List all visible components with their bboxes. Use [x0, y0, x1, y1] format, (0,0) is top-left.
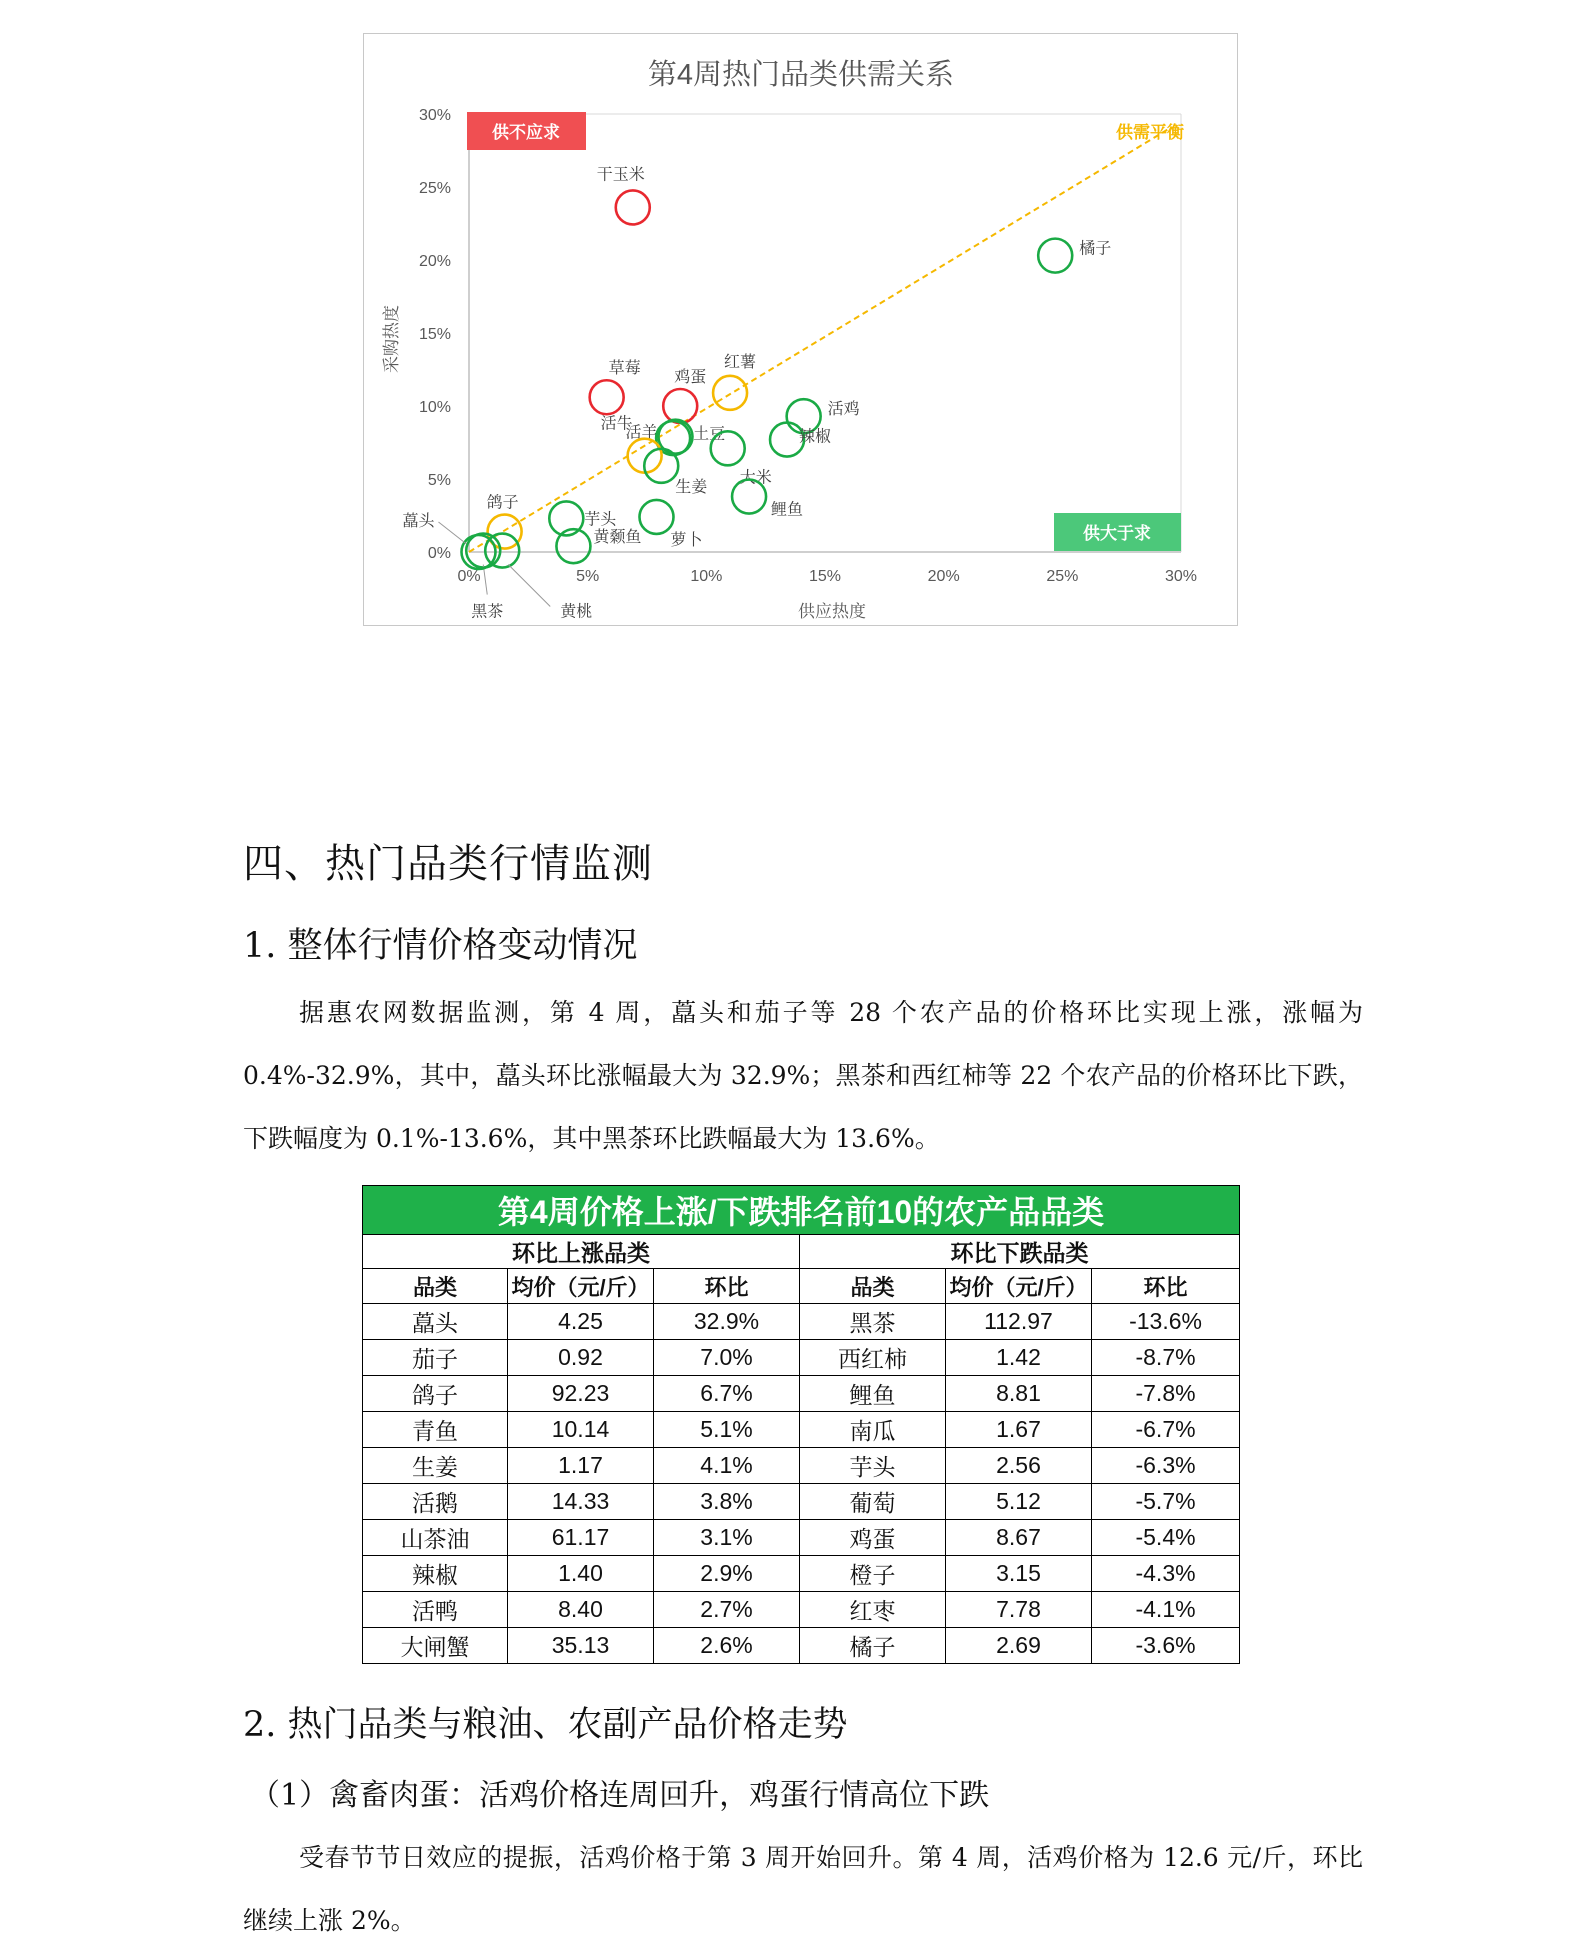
shortage-zone-label: 供不应求	[492, 123, 560, 142]
data-point-marker	[616, 190, 650, 224]
data-point-label: 草莓	[608, 360, 641, 378]
data-point-label: 鲤鱼	[771, 501, 804, 519]
table-cell: 2.7%	[654, 1592, 800, 1628]
table-cell: 红枣	[800, 1592, 946, 1628]
table-cell: -4.3%	[1092, 1556, 1240, 1592]
table-cell: 藠头	[363, 1304, 508, 1340]
table-cell: 8.67	[946, 1520, 1092, 1556]
subsection-heading-2: 2. 热门品类与粮油、农副产品价格走势	[243, 1705, 848, 1745]
data-point-label: 活鸡	[827, 401, 860, 419]
y-tick-label: 20%	[418, 253, 451, 270]
column-header: 均价（元/斤）	[508, 1269, 654, 1304]
x-tick-label: 25%	[1046, 568, 1079, 585]
data-point-label: 黄颡鱼	[593, 529, 642, 547]
table-row	[363, 1340, 1240, 1376]
table-cell: 1.67	[946, 1412, 1092, 1448]
table-cell: 鲤鱼	[800, 1376, 946, 1412]
subsection-heading-1: 1. 整体行情价格变动情况	[243, 926, 638, 966]
table-cell: 南瓜	[800, 1412, 946, 1448]
table-row	[363, 1376, 1240, 1412]
table-cell: 61.17	[508, 1520, 654, 1556]
chart-title: 第4周热门品类供需关系	[647, 59, 955, 91]
data-point-marker	[590, 380, 624, 414]
table-cell: -13.6%	[1092, 1304, 1240, 1340]
price-change-table	[362, 1185, 1240, 1664]
column-header: 环比	[654, 1269, 800, 1304]
table-cell: 生姜	[363, 1448, 508, 1484]
table-cell: 黑茶	[800, 1304, 946, 1340]
table-cell: 7.78	[946, 1592, 1092, 1628]
table-cell: 2.6%	[654, 1628, 800, 1664]
column-header: 环比	[1092, 1269, 1240, 1304]
table-cell: 7.0%	[654, 1340, 800, 1376]
table-cell: -4.1%	[1092, 1592, 1240, 1628]
section-heading: 四、热门品类行情监测	[243, 841, 653, 887]
scatter-plot	[364, 34, 1239, 627]
data-point-marker	[711, 431, 745, 465]
table-cell: 4.25	[508, 1304, 654, 1340]
live-chicken-paragraph: 受春节节日效应的提振，活鸡价格于第 3 周开始回升。第 4 周，活鸡价格为 12.6 元/斤，环比继续上涨 2%。	[243, 1843, 1363, 1935]
table-cell: 鸽子	[363, 1376, 508, 1412]
table-cell: 葡萄	[800, 1484, 946, 1520]
table-cell: 2.9%	[654, 1556, 800, 1592]
table-cell: 2.69	[946, 1628, 1092, 1664]
table-row	[363, 1448, 1240, 1484]
table-cell: 活鹅	[363, 1484, 508, 1520]
overview-paragraph: 据惠农网数据监测，第 4 周，藠头和茄子等 28 个农产品的价格环比实现上涨，涨幅为 0.4%-32.9%，其中，藠头环比涨幅最大为 32.9%；黑茶和西红柿等 22 个农产品的价格环比下跌，下跌幅度为 0.1%-13.6%，其中黑茶环比跌幅最大为 13.6%。	[243, 998, 1363, 1153]
data-point-label: 藠头	[402, 513, 435, 530]
column-header: 品类	[800, 1269, 946, 1304]
table-cell: 5.1%	[654, 1412, 800, 1448]
table-cell: -5.7%	[1092, 1484, 1240, 1520]
table-cell: 青鱼	[363, 1412, 508, 1448]
subsection-heading-2-1: （1）禽畜肉蛋：活鸡价格连周回升，鸡蛋行情高位下跌	[250, 1778, 990, 1813]
y-axis-label: 采购热度	[382, 305, 401, 373]
x-tick-label: 15%	[808, 568, 842, 585]
table-cell: 1.40	[508, 1556, 654, 1592]
table-cell: 活鸭	[363, 1592, 508, 1628]
data-point-label: 生姜	[675, 478, 708, 496]
y-tick-label: 25%	[418, 180, 451, 197]
data-point-label: 黑茶	[471, 603, 504, 621]
table-cell: 芋头	[800, 1448, 946, 1484]
table-cell: -6.3%	[1092, 1448, 1240, 1484]
data-point-label: 萝卜	[670, 531, 703, 549]
y-tick-label: 15%	[418, 326, 451, 343]
data-point-label: 黄桃	[560, 603, 593, 621]
rise-group-header: 环比上涨品类	[363, 1235, 800, 1269]
table-cell: 0.92	[508, 1340, 654, 1376]
table-cell: 8.81	[946, 1376, 1092, 1412]
x-tick-label: 5%	[576, 568, 600, 585]
data-point-marker	[639, 500, 673, 534]
table-cell: 山茶油	[363, 1520, 508, 1556]
table-cell: 2.56	[946, 1448, 1092, 1484]
y-tick-label: 30%	[418, 107, 451, 124]
x-axis-label: 供应热度	[798, 602, 866, 621]
data-point-label: 干玉米	[596, 166, 645, 184]
table-row	[363, 1628, 1240, 1664]
table-cell: 112.97	[946, 1304, 1092, 1340]
table-row	[363, 1520, 1240, 1556]
surplus-zone-label: 供大于求	[1083, 524, 1151, 543]
data-point-marker	[713, 376, 747, 410]
table-cell: 1.42	[946, 1340, 1092, 1376]
table-cell: -3.6%	[1092, 1628, 1240, 1664]
data-point-label: 辣椒	[799, 428, 832, 446]
table-cell: 西红柿	[800, 1340, 946, 1376]
label-leader-line	[508, 565, 550, 607]
data-point-label: 鸡蛋	[674, 369, 707, 386]
table-cell: 3.1%	[654, 1520, 800, 1556]
table-row	[363, 1556, 1240, 1592]
label-leader-line	[438, 522, 466, 544]
table-cell: 4.1%	[654, 1448, 800, 1484]
x-tick-label: 10%	[690, 568, 723, 585]
data-point-label: 芋头	[584, 511, 617, 529]
data-point-label: 鸽子	[486, 494, 519, 512]
table-cell: 大闸蟹	[363, 1628, 508, 1664]
y-tick-label: 0%	[427, 545, 451, 562]
table-cell: 橘子	[800, 1628, 946, 1664]
table-cell: 茄子	[363, 1340, 508, 1376]
table-cell: 10.14	[508, 1412, 654, 1448]
table-cell: -7.8%	[1092, 1376, 1240, 1412]
data-point-marker	[663, 389, 697, 423]
balance-line	[469, 129, 1169, 552]
data-point-label: 活牛	[600, 415, 633, 433]
data-point-label: 红薯	[724, 353, 757, 371]
fall-group-header: 环比下跌品类	[800, 1235, 1240, 1269]
table-cell: 鸡蛋	[800, 1520, 946, 1556]
table-title: 第4周价格上涨/下跌排名前10的农产品品类	[363, 1186, 1240, 1235]
data-point-label: 大米	[739, 469, 772, 487]
column-header: 均价（元/斤）	[946, 1269, 1092, 1304]
table-row	[363, 1592, 1240, 1628]
table-cell: 35.13	[508, 1628, 654, 1664]
data-point-label: 橘子	[1079, 240, 1112, 258]
table-row	[363, 1412, 1240, 1448]
table-cell: 14.33	[508, 1484, 654, 1520]
table-cell: 5.12	[946, 1484, 1092, 1520]
table-cell: 32.9%	[654, 1304, 800, 1340]
table-cell: 8.40	[508, 1592, 654, 1628]
table-cell: -6.7%	[1092, 1412, 1240, 1448]
x-tick-label: 20%	[927, 568, 960, 585]
y-tick-label: 5%	[427, 472, 451, 489]
table-cell: 92.23	[508, 1376, 654, 1412]
table-cell: 1.17	[508, 1448, 654, 1484]
x-tick-label: 30%	[1164, 568, 1198, 585]
data-point-marker	[1038, 239, 1072, 273]
table-cell: 辣椒	[363, 1556, 508, 1592]
y-tick-label: 10%	[418, 399, 451, 416]
balance-zone-label: 供需平衡	[1116, 123, 1184, 142]
table-cell: 3.8%	[654, 1484, 800, 1520]
x-tick-label: 0%	[457, 568, 481, 585]
supply-demand-chart	[363, 33, 1238, 626]
column-header: 品类	[363, 1269, 508, 1304]
table-cell: 橙子	[800, 1556, 946, 1592]
data-point-label: 活羊	[625, 424, 658, 442]
table-cell: -8.7%	[1092, 1340, 1240, 1376]
table-row	[363, 1484, 1240, 1520]
data-point-label: 土豆	[693, 426, 726, 444]
table-cell: 3.15	[946, 1556, 1092, 1592]
table-row	[363, 1304, 1240, 1340]
table-cell: -5.4%	[1092, 1520, 1240, 1556]
table-cell: 6.7%	[654, 1376, 800, 1412]
